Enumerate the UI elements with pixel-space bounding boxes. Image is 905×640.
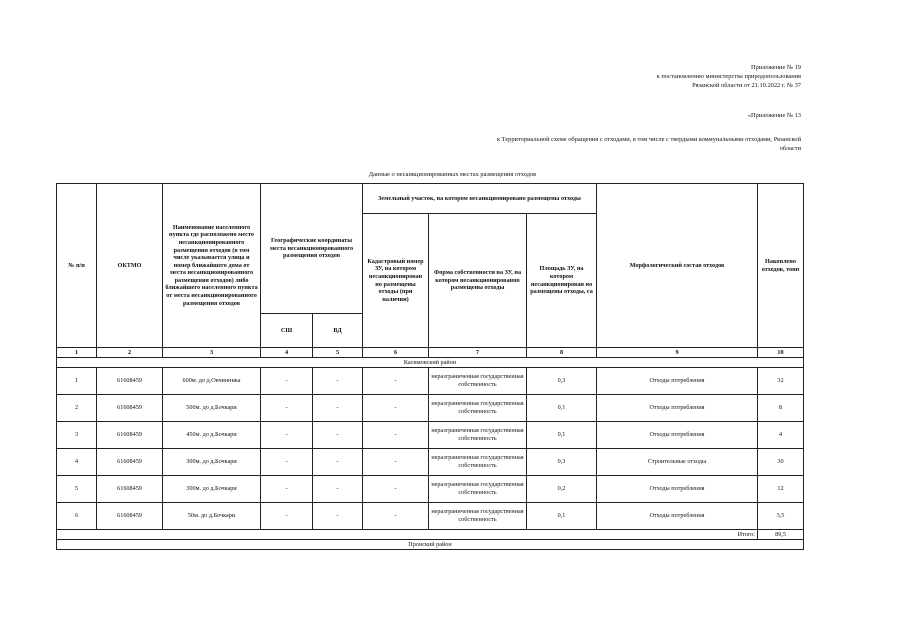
row-amount: 8 [758, 395, 804, 422]
row-oktmo: 61608459 [97, 395, 163, 422]
row-place: 50м. до д.Бочкари [163, 503, 261, 530]
col-place-header: Наименование населенного пункта где расположено место несанкционированного размещения отходов (в том числе указывается улица и номер ближайшего дома от места несанкционированного размещения отходов) либо ближайшего населенного пункта от места несанкционированного размещения отходов [163, 184, 261, 348]
document-title: Данные о несанкционированных местах размещения отходов [368, 171, 537, 178]
table-row [57, 368, 804, 395]
col-area-header: Площадь ЗУ, на котором несанкционирован но размещены отходы, га [527, 214, 597, 348]
row-lon: - [313, 476, 363, 503]
row-area: 0,1 [527, 395, 597, 422]
table-row [57, 449, 804, 476]
row-lat: - [261, 395, 313, 422]
col-number: 4 [261, 348, 313, 358]
col-land-header: Земельный участок, на котором несанкционировано размещены отходы [363, 184, 597, 214]
col-amount-header: Накоплено отходов, тонн [758, 184, 804, 348]
row-area: 0,2 [527, 476, 597, 503]
row-oktmo: 61608459 [97, 449, 163, 476]
row-ownership: неразграниченная государственная собственность [429, 422, 527, 449]
row-ownership: неразграниченная государственная собственность [429, 368, 527, 395]
row-amount: 32 [758, 368, 804, 395]
row-area: 0,3 [527, 368, 597, 395]
row-morph: Отходы потребления [597, 476, 758, 503]
row-ownership: неразграниченная государственная собственность [429, 449, 527, 476]
row-lon: - [313, 368, 363, 395]
row-amount: 12 [758, 476, 804, 503]
col-morph-header: Морфологический состав отходов [597, 184, 758, 348]
row-lat: - [261, 422, 313, 449]
row-place: 500м. до д.Бочкари [163, 395, 261, 422]
col-lon-header: ВД [313, 314, 363, 348]
col-number: 5 [313, 348, 363, 358]
row-place: 600м. до д.Овчинника [163, 368, 261, 395]
appendix-number: Приложение № 19 [751, 64, 801, 71]
row-place: 300м. до д.Бочкари [163, 476, 261, 503]
row-amount: 3,5 [758, 503, 804, 530]
row-place: 300м. до д.Бочкари [163, 449, 261, 476]
row-amount: 30 [758, 449, 804, 476]
row-num: 4 [57, 449, 97, 476]
appendix-header [657, 63, 801, 90]
row-oktmo: 61608459 [97, 368, 163, 395]
row-morph: Отходы потребления [597, 368, 758, 395]
appendix-decree-date: Рязанской области от 21.10.2022 г. № 37 [692, 82, 801, 89]
table-row [57, 422, 804, 449]
row-cadastral: - [363, 476, 429, 503]
row-place: 450м. до д.Бочкари [163, 422, 261, 449]
row-area: 0,1 [527, 422, 597, 449]
col-cadastral-header: Кадастровый номер ЗУ, на котором несанкционирован но размещены отходы (при наличии) [363, 214, 429, 348]
row-cadastral: - [363, 503, 429, 530]
table-row [57, 395, 804, 422]
col-ownership-header: Форма собственности на ЗУ, на котором несанкционированно размещены отходы [429, 214, 527, 348]
row-oktmo: 61608459 [97, 422, 163, 449]
row-num: 2 [57, 395, 97, 422]
row-area: 0,1 [527, 503, 597, 530]
row-num: 1 [57, 368, 97, 395]
row-cadastral: - [363, 368, 429, 395]
col-number: 1 [57, 348, 97, 358]
row-ownership: неразграниченная государственная собственность [429, 476, 527, 503]
region-row-pronsk: Пронский район [57, 540, 804, 550]
row-ownership: неразграниченная государственная собственность [429, 395, 527, 422]
column-numbers-row [57, 348, 804, 358]
row-morph: Отходы потребления [597, 503, 758, 530]
row-morph: Строительные отходы [597, 449, 758, 476]
row-amount: 4 [758, 422, 804, 449]
annex-scheme-line1: к Территориальной схеме обращения с отходами, в том числе с твердыми коммунальными отходами, Рязанской [496, 136, 801, 143]
col-number: 6 [363, 348, 429, 358]
col-number: 8 [527, 348, 597, 358]
row-lat: - [261, 503, 313, 530]
col-oktmo-header: ОКТМО [97, 184, 163, 348]
row-lon: - [313, 422, 363, 449]
row-oktmo: 61608459 [97, 476, 163, 503]
row-lon: - [313, 449, 363, 476]
row-ownership: неразграниченная государственная собственность [429, 503, 527, 530]
col-lat-header: СШ [261, 314, 313, 348]
region-row-kasimov: Касимовский район [57, 358, 804, 368]
col-number: 7 [429, 348, 527, 358]
appendix-decree: к постановлению министерства природопользования [656, 73, 801, 80]
row-cadastral: - [363, 395, 429, 422]
col-num-header: № п/п [57, 184, 97, 348]
col-number: 3 [163, 348, 261, 358]
row-morph: Отходы потребления [597, 422, 758, 449]
row-num: 5 [57, 476, 97, 503]
row-lat: - [261, 476, 313, 503]
col-number: 9 [597, 348, 758, 358]
row-lat: - [261, 449, 313, 476]
waste-sites-table [56, 183, 804, 550]
row-num: 6 [57, 503, 97, 530]
col-number: 10 [758, 348, 804, 358]
row-lon: - [313, 395, 363, 422]
row-num: 3 [57, 422, 97, 449]
total-row [57, 530, 804, 540]
row-cadastral: - [363, 449, 429, 476]
row-lon: - [313, 503, 363, 530]
annex-scheme-line2: области [779, 145, 801, 152]
annex-scheme [361, 135, 801, 153]
row-cadastral: - [363, 422, 429, 449]
table-row [57, 503, 804, 530]
total-label: Итого: [57, 530, 758, 540]
annex-number: «Приложение № 13 [747, 112, 801, 119]
row-lat: - [261, 368, 313, 395]
table-row [57, 476, 804, 503]
total-value: 89,5 [758, 530, 804, 540]
col-geo-header: Географические координаты места несанкционированного размещения отходов [261, 184, 363, 314]
row-morph: Отходы потребления [597, 395, 758, 422]
row-area: 0,3 [527, 449, 597, 476]
row-oktmo: 61608459 [97, 503, 163, 530]
col-number: 2 [97, 348, 163, 358]
